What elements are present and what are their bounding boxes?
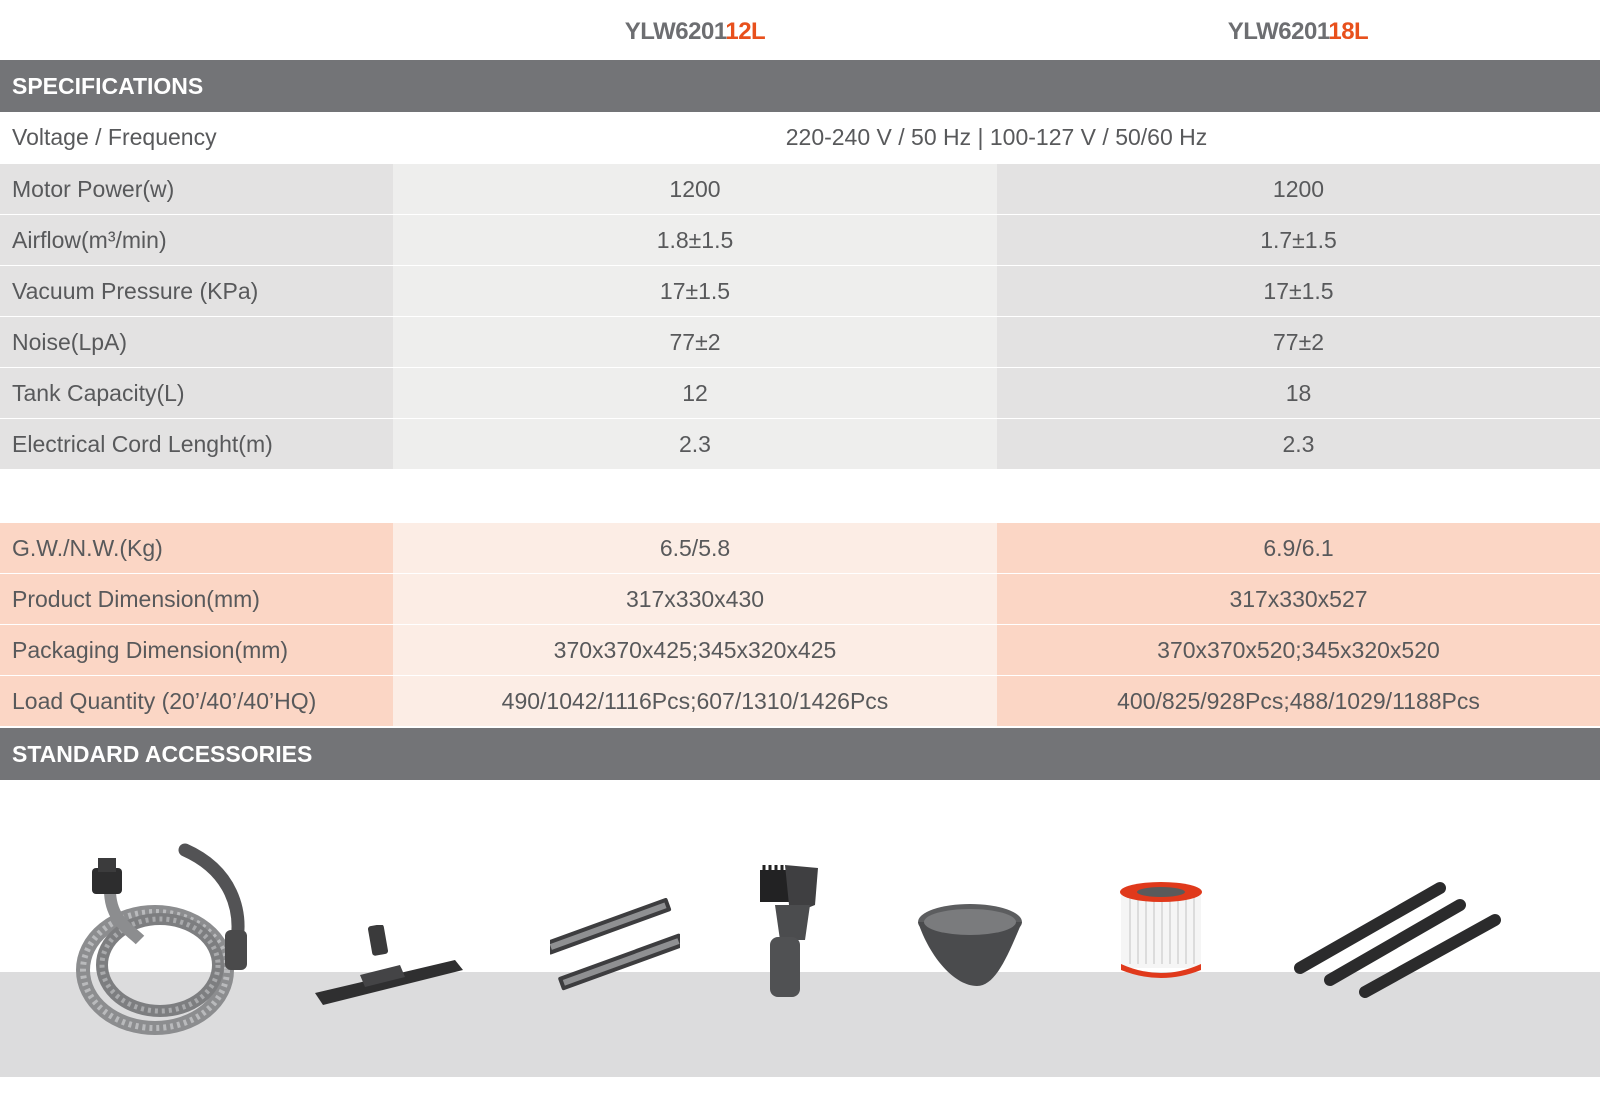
packing-value-12l: 490/1042/1116Pcs;607/1310/1426Pcs <box>393 676 997 726</box>
cartridge-filter-icon <box>1118 880 1208 980</box>
spec-value-12l: 1.8±1.5 <box>393 215 997 265</box>
packing-row <box>0 676 1600 726</box>
model-title-12l: YLW620112L <box>624 18 766 45</box>
accessories-gallery <box>0 780 1600 1080</box>
packing-value-12l: 6.5/5.8 <box>393 523 997 573</box>
spec-value-18l: 18 <box>997 368 1600 418</box>
spec-row <box>0 215 1600 265</box>
spec-label: Tank Capacity(L) <box>0 368 393 418</box>
packing-label: Packaging Dimension(mm) <box>0 625 393 675</box>
spec-row-voltage <box>0 112 1600 162</box>
brush-nozzle-icon <box>760 865 830 1005</box>
spec-value: 220-240 V / 50 Hz | 100-127 V / 50/60 Hz <box>393 112 1600 162</box>
accessories-heading: STANDARD ACCESSORIES <box>0 728 1600 780</box>
spec-value-18l: 17±1.5 <box>997 266 1600 316</box>
spec-value-12l: 2.3 <box>393 419 997 469</box>
dust-bag-icon <box>915 898 1025 993</box>
floor-nozzle-icon <box>315 925 465 1015</box>
specifications-heading: SPECIFICATIONS <box>0 60 1600 112</box>
spec-value-12l: 12 <box>393 368 997 418</box>
packing-row <box>0 523 1600 573</box>
spec-label: Voltage / Frequency <box>0 112 393 162</box>
packing-value-18l: 370x370x520;345x320x520 <box>997 625 1600 675</box>
spec-value-12l: 77±2 <box>393 317 997 367</box>
spec-label: Airflow(m³/min) <box>0 215 393 265</box>
packing-value-18l: 317x330x527 <box>997 574 1600 624</box>
spec-value-18l: 2.3 <box>997 419 1600 469</box>
packing-row <box>0 625 1600 675</box>
spec-row <box>0 419 1600 469</box>
packing-value-18l: 6.9/6.1 <box>997 523 1600 573</box>
spec-label: Motor Power(w) <box>0 164 393 214</box>
model-header <box>0 0 1600 60</box>
spec-value-12l: 17±1.5 <box>393 266 997 316</box>
spec-label: Noise(LpA) <box>0 317 393 367</box>
packing-value-18l: 400/825/928Pcs;488/1029/1188Pcs <box>997 676 1600 726</box>
spec-value-18l: 77±2 <box>997 317 1600 367</box>
hose-icon <box>70 830 260 1040</box>
packing-value-12l: 317x330x430 <box>393 574 997 624</box>
packing-label: Load Quantity (20’/40’/40’HQ) <box>0 676 393 726</box>
packing-label: Product Dimension(mm) <box>0 574 393 624</box>
spec-row <box>0 317 1600 367</box>
spec-label: Vacuum Pressure (KPa) <box>0 266 393 316</box>
packing-label: G.W./N.W.(Kg) <box>0 523 393 573</box>
spec-value-12l: 1200 <box>393 164 997 214</box>
spec-row <box>0 164 1600 214</box>
packing-value-12l: 370x370x425;345x320x425 <box>393 625 997 675</box>
spec-value-18l: 1.7±1.5 <box>997 215 1600 265</box>
packing-row <box>0 574 1600 624</box>
spec-label: Electrical Cord Lenght(m) <box>0 419 393 469</box>
extension-tubes-icon <box>1290 880 1505 1000</box>
model-title-18l: YLW620118L <box>1227 18 1369 45</box>
spec-row <box>0 266 1600 316</box>
spec-value-18l: 1200 <box>997 164 1600 214</box>
squeegee-strips-icon <box>550 898 680 993</box>
spec-row <box>0 368 1600 418</box>
